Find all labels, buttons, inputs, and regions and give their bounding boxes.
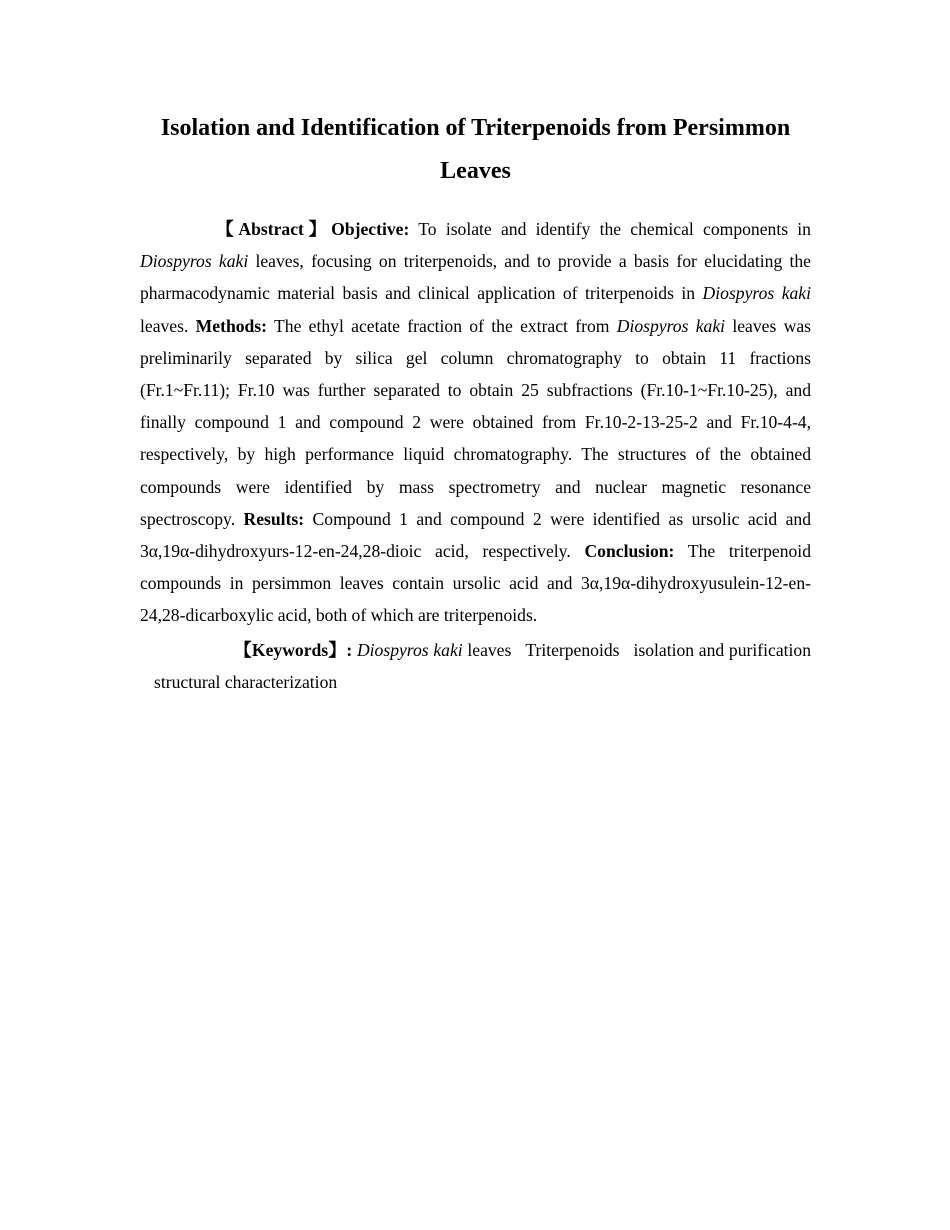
results-label: Results: [243,508,305,529]
abstract-paragraph [140,213,811,632]
keywords-label: 【Keywords】: [234,639,353,660]
document-page [140,0,811,698]
results-text: Compound 1 and compound 2 were identified as ursolic acid and 3α,19α-dihydroxyurs-12-en-24,28-dioic acid, respectively. [140,508,811,562]
keyword-4: structural characterization [154,671,338,692]
methods-text-2: leaves was preliminarily separated by silica gel column chromatography to obtain 11 fractions (Fr.1~Fr.11); Fr.10 was further separated to obtain 25 subfractions (Fr.10-1~Fr.10-25), and finally compound 1 and compound 2 were obtained from Fr.10-2-13-25-2 and Fr.10-4-4, respectively, by high performance liquid chromatography. The structures of the obtained compounds were identified by mass spectrometry and nuclear magnetic resonance spectroscopy. [140,315,811,529]
conclusion-text: The triterpenoid compounds in persimmon leaves contain ursolic acid and 3α,19α-dihydroxyusulein-12-en-24,28-dicarboxylic acid, both of which are triterpenoids. [140,541,811,626]
conclusion-label: Conclusion: [584,541,675,562]
methods-text-1: The ethyl acetate fraction of the extract from [267,315,617,336]
objective-text-1: To isolate and identify the chemical components in [409,219,811,239]
keyword-2: Triterpenoids [525,639,620,660]
keyword-1-rest: leaves [462,639,512,660]
page-title: Isolation and Identification of Triterpenoids from Persimmon Leaves [160,115,791,184]
objective-text-2: leaves, focusing on triterpenoids, and to provide a basis for elucidating the pharmacodynamic material basis and clinical application of triterpenoids in [140,251,811,304]
keyword-species: Diospyros kaki [356,639,463,660]
methods-label: Methods: [195,315,268,336]
species-name: Diospyros kaki [702,283,811,304]
keywords-paragraph [140,634,811,698]
keyword-3: isolation and purification [633,639,812,660]
objective-text-3: leaves. [140,315,196,336]
objective-label: Objective: [331,219,410,239]
species-name: Diospyros kaki [616,315,726,336]
abstract-label: 【Abstract】 [216,219,332,239]
species-name: Diospyros kaki [140,251,249,272]
